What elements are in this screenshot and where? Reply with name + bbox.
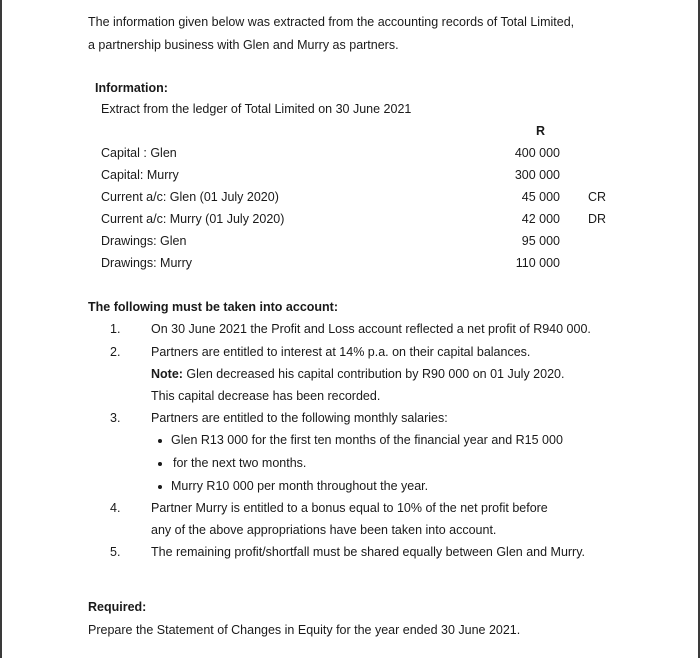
ledger-row-label: Current a/c: Murry (01 July 2020) bbox=[101, 212, 285, 226]
ledger-row-label: Current a/c: Glen (01 July 2020) bbox=[101, 190, 279, 204]
ledger-row-side: CR bbox=[588, 190, 607, 204]
intro-line-1: The information given below was extracted from the accounting records of Total Limited, bbox=[88, 15, 575, 29]
bullet-icon bbox=[158, 439, 162, 443]
item-2-text: Partners are entitled to interest at 14% p.a. on their capital balances. bbox=[151, 345, 531, 359]
item-3-bullet-1: Glen R13 000 for the first ten months of the financial year and R15 000 bbox=[171, 433, 563, 447]
item-number: 2. bbox=[110, 345, 121, 359]
ledger-row-amount: 45 000 bbox=[521, 190, 560, 204]
item-4-line-1: Partner Murry is entitled to a bonus equal to 10% of the net profit before bbox=[151, 501, 548, 515]
item-number: 3. bbox=[110, 411, 121, 425]
note-label: Note: bbox=[151, 367, 183, 381]
ledger-row-label: Capital : Glen bbox=[101, 146, 177, 160]
item-number: 5. bbox=[110, 545, 121, 559]
bullet-icon bbox=[158, 462, 162, 466]
left-border bbox=[0, 0, 2, 658]
required-text: Prepare the Statement of Changes in Equity for the year ended 30 June 2021. bbox=[88, 623, 521, 637]
ledger-row-label: Drawings: Glen bbox=[101, 234, 187, 248]
item-3-text: Partners are entitled to the following monthly salaries: bbox=[151, 411, 448, 425]
item-4-line-2: any of the above appropriations have been taken into account. bbox=[151, 523, 497, 537]
ledger-row-amount: 110 000 bbox=[515, 256, 560, 270]
considerations-heading: The following must be taken into account: bbox=[88, 300, 339, 314]
item-2-note bbox=[151, 367, 564, 382]
intro-line-2: a partnership business with Glen and Murry as partners. bbox=[88, 38, 399, 52]
currency-header: R bbox=[536, 124, 546, 138]
item-number: 1. bbox=[110, 322, 121, 336]
note-text: Glen decreased his capital contribution by R90 000 on 01 July 2020. bbox=[182, 367, 565, 381]
required-heading: Required: bbox=[88, 600, 147, 614]
item-5-text: The remaining profit/shortfall must be shared equally between Glen and Murry. bbox=[151, 545, 586, 559]
ledger-row-amount: 95 000 bbox=[521, 234, 560, 248]
ledger-row-amount: 400 000 bbox=[514, 146, 560, 160]
item-3-bullet-2: for the next two months. bbox=[173, 456, 307, 470]
item-number: 4. bbox=[110, 501, 121, 515]
item-1-text: On 30 June 2021 the Profit and Loss account reflected a net profit of R940 000. bbox=[151, 322, 591, 336]
ledger-row-label: Capital: Murry bbox=[101, 168, 179, 182]
ledger-extract-subheading: Extract from the ledger of Total Limited on 30 June 2021 bbox=[101, 102, 412, 116]
item-2-note-line-2: This capital decrease has been recorded. bbox=[151, 389, 381, 403]
item-3-bullet-3: Murry R10 000 per month throughout the year. bbox=[171, 479, 429, 493]
bullet-icon bbox=[158, 485, 162, 489]
ledger-row-label: Drawings: Murry bbox=[101, 256, 192, 270]
ledger-row-amount: 300 000 bbox=[514, 168, 560, 182]
ledger-row-amount: 42 000 bbox=[521, 212, 560, 226]
information-heading: Information: bbox=[95, 81, 168, 95]
ledger-row-side: DR bbox=[588, 212, 607, 226]
